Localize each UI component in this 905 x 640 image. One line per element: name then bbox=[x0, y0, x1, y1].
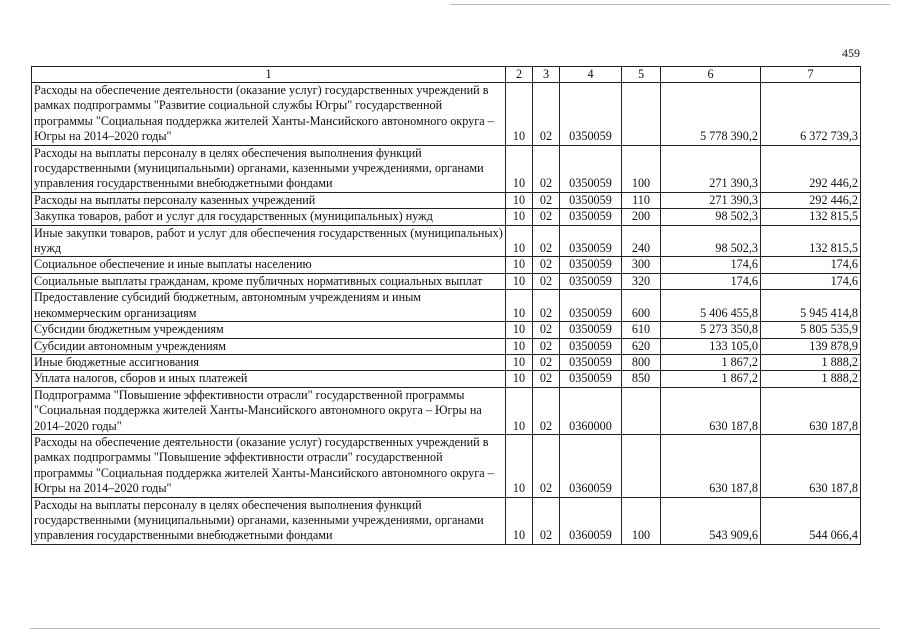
row-expense-type: 300 bbox=[622, 257, 661, 273]
row-subsection: 02 bbox=[533, 290, 560, 322]
row-description: Иные закупки товаров, работ и услуг для обеспечения государственных (муниципальных) нужд bbox=[32, 225, 506, 257]
row-expense-type: 200 bbox=[622, 209, 661, 225]
header-row bbox=[32, 67, 861, 83]
row-amount-col6: 630 187,8 bbox=[661, 387, 761, 434]
column-header: 3 bbox=[533, 67, 560, 83]
row-subsection: 02 bbox=[533, 322, 560, 338]
row-amount-col6: 174,6 bbox=[661, 257, 761, 273]
table-row bbox=[32, 497, 861, 544]
row-target-code: 0350059 bbox=[560, 371, 622, 387]
row-subsection: 02 bbox=[533, 209, 560, 225]
row-amount-col6: 630 187,8 bbox=[661, 434, 761, 497]
row-description: Субсидии бюджетным учреждениям bbox=[32, 322, 506, 338]
row-section: 10 bbox=[506, 192, 533, 208]
row-amount-col7: 139 878,9 bbox=[761, 338, 861, 354]
row-description: Иные бюджетные ассигнования bbox=[32, 354, 506, 370]
table-row bbox=[32, 322, 861, 338]
row-amount-col7: 630 187,8 bbox=[761, 434, 861, 497]
table-row bbox=[32, 354, 861, 370]
table-row bbox=[32, 192, 861, 208]
row-description: Расходы на обеспечение деятельности (оказание услуг) государственных учреждений в рамках подпрограммы "Повышение эффективности отрасли" государственной программы "Социальная поддержка жителей Ханты-Мансийского автономного округа – Югры на 2014–2020 годы" bbox=[32, 434, 506, 497]
row-amount-col7: 132 815,5 bbox=[761, 209, 861, 225]
row-subsection: 02 bbox=[533, 273, 560, 289]
row-section: 10 bbox=[506, 225, 533, 257]
row-expense-type: 100 bbox=[622, 497, 661, 544]
row-amount-col7: 630 187,8 bbox=[761, 387, 861, 434]
row-target-code: 0350059 bbox=[560, 83, 622, 146]
row-amount-col7: 132 815,5 bbox=[761, 225, 861, 257]
row-target-code: 0350059 bbox=[560, 354, 622, 370]
row-amount-col6: 1 867,2 bbox=[661, 371, 761, 387]
scan-artifact-top bbox=[450, 4, 890, 5]
row-subsection: 02 bbox=[533, 338, 560, 354]
table-row bbox=[32, 434, 861, 497]
table-row bbox=[32, 338, 861, 354]
table-row bbox=[32, 209, 861, 225]
table-row bbox=[32, 290, 861, 322]
row-amount-col6: 5 778 390,2 bbox=[661, 83, 761, 146]
row-target-code: 0350059 bbox=[560, 290, 622, 322]
row-target-code: 0350059 bbox=[560, 273, 622, 289]
row-expense-type: 110 bbox=[622, 192, 661, 208]
row-amount-col6: 98 502,3 bbox=[661, 225, 761, 257]
row-expense-type: 100 bbox=[622, 145, 661, 192]
row-description: Расходы на обеспечение деятельности (оказание услуг) государственных учреждений в рамках подпрограммы "Развитие социальной службы Югры" государственной программы "Социальная поддержка жителей Ханты-Мансийского автономного округа – Югры на 2014–2020 годы" bbox=[32, 83, 506, 146]
row-subsection: 02 bbox=[533, 387, 560, 434]
row-amount-col7: 5 945 414,8 bbox=[761, 290, 861, 322]
row-description: Предоставление субсидий бюджетным, автономным учреждениям и иным некоммерческим организациям bbox=[32, 290, 506, 322]
row-subsection: 02 bbox=[533, 497, 560, 544]
row-expense-type bbox=[622, 83, 661, 146]
row-subsection: 02 bbox=[533, 257, 560, 273]
row-amount-col6: 1 867,2 bbox=[661, 354, 761, 370]
row-target-code: 0350059 bbox=[560, 145, 622, 192]
column-header: 5 bbox=[622, 67, 661, 83]
row-expense-type bbox=[622, 387, 661, 434]
table-row bbox=[32, 257, 861, 273]
row-section: 10 bbox=[506, 290, 533, 322]
row-section: 10 bbox=[506, 209, 533, 225]
row-amount-col7: 174,6 bbox=[761, 257, 861, 273]
column-header: 7 bbox=[761, 67, 861, 83]
row-description: Социальное обеспечение и иные выплаты населению bbox=[32, 257, 506, 273]
row-target-code: 0350059 bbox=[560, 209, 622, 225]
row-amount-col7: 174,6 bbox=[761, 273, 861, 289]
row-subsection: 02 bbox=[533, 145, 560, 192]
row-expense-type: 620 bbox=[622, 338, 661, 354]
row-subsection: 02 bbox=[533, 83, 560, 146]
table-row bbox=[32, 387, 861, 434]
row-amount-col7: 1 888,2 bbox=[761, 371, 861, 387]
table-row bbox=[32, 83, 861, 146]
table-row bbox=[32, 371, 861, 387]
row-amount-col6: 174,6 bbox=[661, 273, 761, 289]
row-target-code: 0350059 bbox=[560, 338, 622, 354]
row-expense-type: 600 bbox=[622, 290, 661, 322]
row-amount-col7: 5 805 535,9 bbox=[761, 322, 861, 338]
row-amount-col7: 6 372 739,3 bbox=[761, 83, 861, 146]
row-description: Закупка товаров, работ и услуг для государственных (муниципальных) нужд bbox=[32, 209, 506, 225]
row-amount-col6: 5 273 350,8 bbox=[661, 322, 761, 338]
row-section: 10 bbox=[506, 497, 533, 544]
table-row bbox=[32, 145, 861, 192]
row-section: 10 bbox=[506, 354, 533, 370]
row-section: 10 bbox=[506, 434, 533, 497]
row-subsection: 02 bbox=[533, 225, 560, 257]
row-expense-type: 240 bbox=[622, 225, 661, 257]
scan-artifact-bottom bbox=[30, 628, 880, 629]
row-amount-col6: 133 105,0 bbox=[661, 338, 761, 354]
budget-table bbox=[31, 66, 861, 545]
table-row bbox=[32, 225, 861, 257]
row-amount-col7: 292 446,2 bbox=[761, 145, 861, 192]
row-expense-type: 800 bbox=[622, 354, 661, 370]
column-header: 2 bbox=[506, 67, 533, 83]
page-number: 459 bbox=[842, 46, 860, 60]
row-amount-col7: 1 888,2 bbox=[761, 354, 861, 370]
row-subsection: 02 bbox=[533, 434, 560, 497]
row-description: Подпрограмма "Повышение эффективности отрасли" государственной программы "Социальная поддержка жителей Ханты-Мансийского автономного округа – Югры на 2014–2020 годы" bbox=[32, 387, 506, 434]
row-section: 10 bbox=[506, 322, 533, 338]
row-description: Расходы на выплаты персоналу в целях обеспечения выполнения функций государственными (муниципальными) органами, казенными учреждениями, органами управления государственными внебюджетными фондами bbox=[32, 497, 506, 544]
row-target-code: 0350059 bbox=[560, 257, 622, 273]
row-target-code: 0350059 bbox=[560, 192, 622, 208]
row-subsection: 02 bbox=[533, 354, 560, 370]
row-target-code: 0360000 bbox=[560, 387, 622, 434]
row-expense-type: 850 bbox=[622, 371, 661, 387]
row-subsection: 02 bbox=[533, 192, 560, 208]
row-subsection: 02 bbox=[533, 371, 560, 387]
row-amount-col6: 271 390,3 bbox=[661, 145, 761, 192]
row-section: 10 bbox=[506, 145, 533, 192]
table-row bbox=[32, 273, 861, 289]
row-amount-col7: 544 066,4 bbox=[761, 497, 861, 544]
row-description: Расходы на выплаты персоналу в целях обеспечения выполнения функций государственными (муниципальными) органами, казенными учреждениями, органами управления государственными внебюджетными фондами bbox=[32, 145, 506, 192]
row-section: 10 bbox=[506, 273, 533, 289]
row-amount-col7: 292 446,2 bbox=[761, 192, 861, 208]
row-description: Социальные выплаты гражданам, кроме публичных нормативных социальных выплат bbox=[32, 273, 506, 289]
column-header: 1 bbox=[32, 67, 506, 83]
row-expense-type: 610 bbox=[622, 322, 661, 338]
row-amount-col6: 271 390,3 bbox=[661, 192, 761, 208]
row-expense-type bbox=[622, 434, 661, 497]
row-description: Уплата налогов, сборов и иных платежей bbox=[32, 371, 506, 387]
row-expense-type: 320 bbox=[622, 273, 661, 289]
column-header: 4 bbox=[560, 67, 622, 83]
row-section: 10 bbox=[506, 83, 533, 146]
row-amount-col6: 98 502,3 bbox=[661, 209, 761, 225]
row-section: 10 bbox=[506, 387, 533, 434]
row-target-code: 0350059 bbox=[560, 225, 622, 257]
row-section: 10 bbox=[506, 371, 533, 387]
row-target-code: 0360059 bbox=[560, 434, 622, 497]
row-section: 10 bbox=[506, 338, 533, 354]
row-target-code: 0350059 bbox=[560, 322, 622, 338]
row-amount-col6: 543 909,6 bbox=[661, 497, 761, 544]
row-amount-col6: 5 406 455,8 bbox=[661, 290, 761, 322]
row-description: Расходы на выплаты персоналу казенных учреждений bbox=[32, 192, 506, 208]
row-section: 10 bbox=[506, 257, 533, 273]
row-target-code: 0360059 bbox=[560, 497, 622, 544]
table-body bbox=[32, 83, 861, 545]
row-description: Субсидии автономным учреждениям bbox=[32, 338, 506, 354]
column-header: 6 bbox=[661, 67, 761, 83]
